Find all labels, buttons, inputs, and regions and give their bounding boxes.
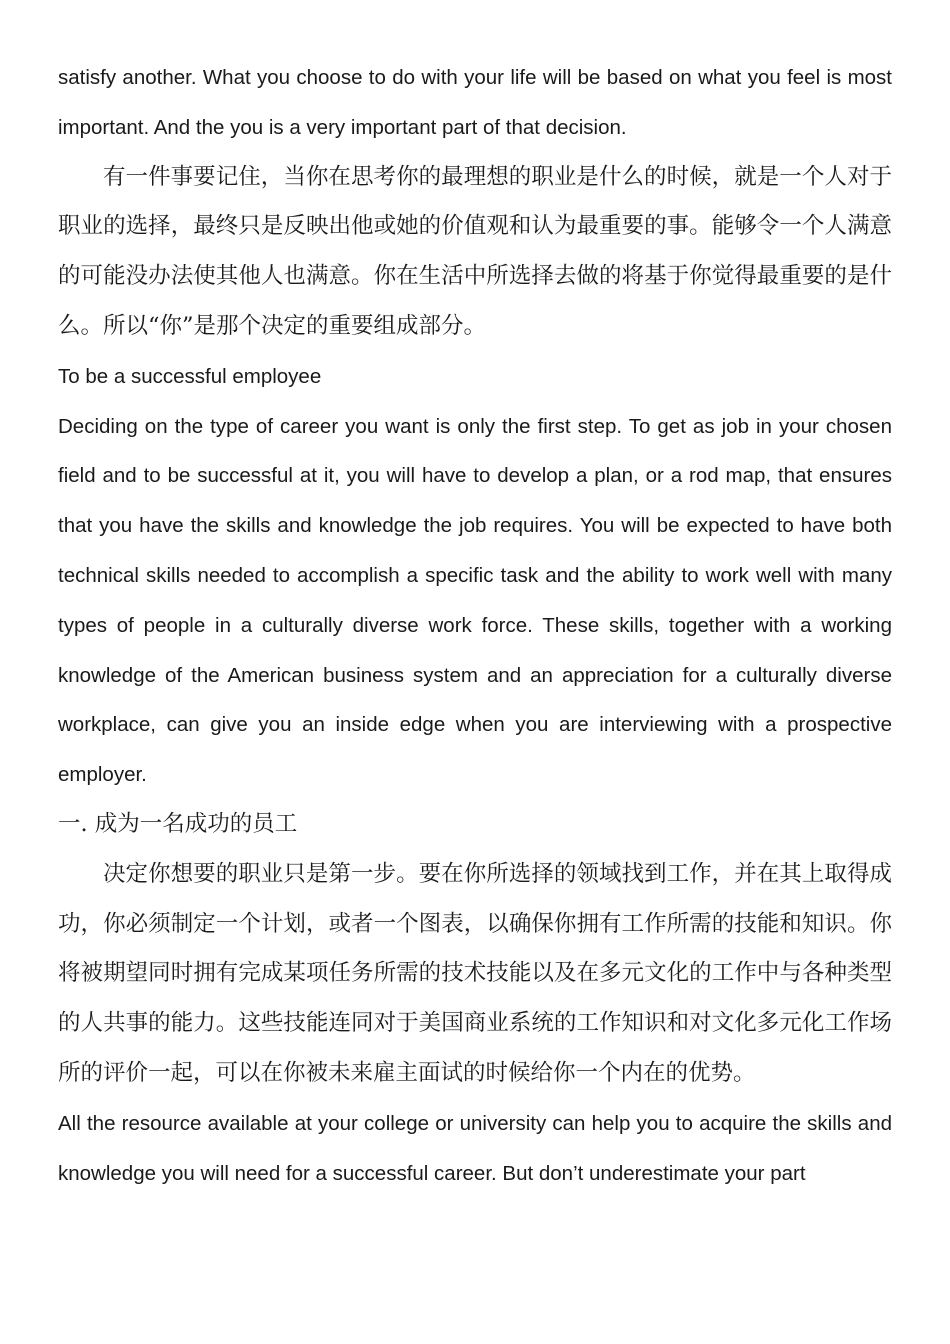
section-heading-english: To be a successful employee [58,364,322,388]
paragraph-english-resources: All the resource available at your college or university can help you to acquire the skills and knowledge you will need for a successful career. But don’t underestimate your part [58,1111,892,1185]
paragraph-chinese-career-plan: 决定你想要的职业只是第一步。要在你所选择的领域找到工作，并在其上取得成功，你必须制定一个计划，或者一个图表，以确保你拥有工作所需的技能和知识。你将被期望同时拥有完成某项任务所需的技术技能以及在多元文化的工作中与各种类型的人共事的能力。这些技能连同对于美国商业系统的工作知识和对文化多元化工作场所的评价一起，可以在你被未来雇主面试的时候给你一个内在的优势。 [58,860,892,1086]
document-page [58,53,892,1198]
paragraph-english-continuation: satisfy another. What you choose to do with your life will be based on what you feel is most important. And the you is a very important part of that decision. [58,66,892,139]
section-heading-chinese: 一. 成为一名成功的员工 [58,810,298,837]
paragraph-english-career-plan: Deciding on the type of career you want is only the first step. To get as job in your chosen field and to be successful at it, you will have to develop a plan, or a rod map, that ensures that you have the skills and knowledge the job requires. You will be expected to have both technical skills needed to accomplish a specific task and the ability to work well with many types of people in a culturally diverse work force. These skills, together with a working knowledge of the American business system and an appreciation for a culturally diverse workplace, can give you an inside edge when you are interviewing with a prospective employer. [58,414,892,787]
paragraph-chinese-translation: 有一件事要记住，当你在思考你的最理想的职业是什么的时候，就是一个人对于职业的选择，最终只是反映出他或她的价值观和认为最重要的事。能够令一个人满意的可能没办法使其他人也满意。你在生活中所选择去做的将基于你觉得最重要的是什么。所以“你”是那个决定的重要组成部分。 [58,163,892,339]
